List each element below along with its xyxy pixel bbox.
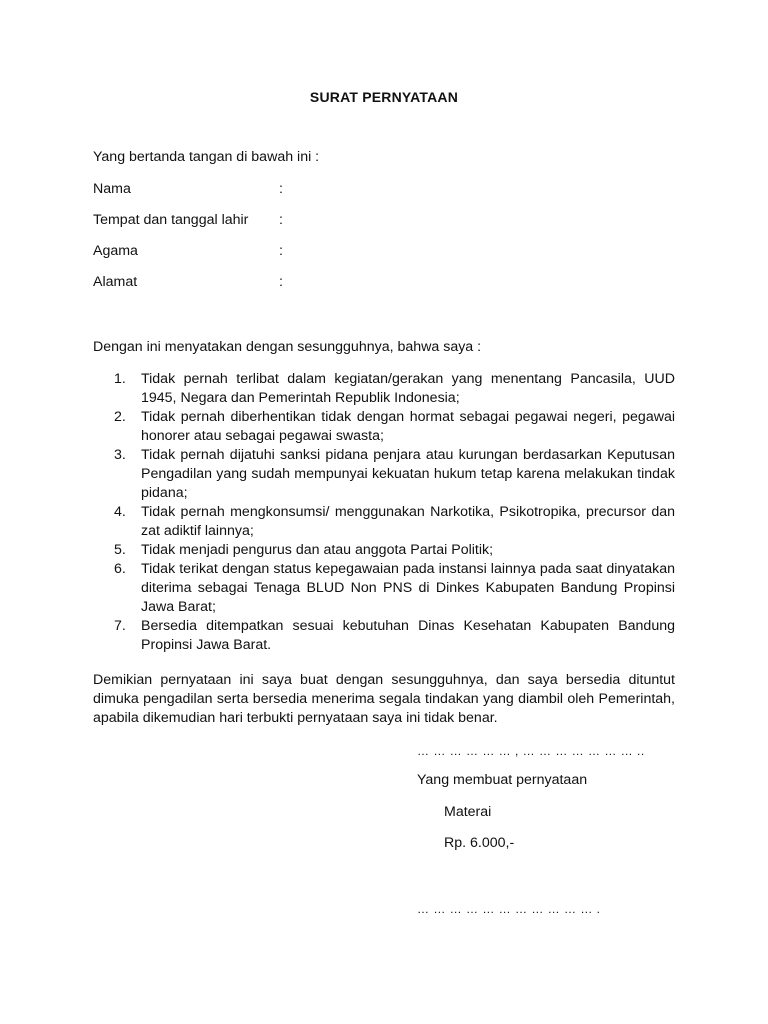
item-number: 6. xyxy=(114,561,126,577)
field-colon: : xyxy=(279,212,283,228)
declaration-list xyxy=(93,370,675,655)
signature-line: … … … … … … … … … … … . xyxy=(417,902,601,916)
document-title: SURAT PERNYATAAN xyxy=(309,89,459,105)
field-label: Alamat xyxy=(93,274,138,290)
item-text: Tidak pernah mengkonsumsi/ menggunakan Narkotika, Psikotropika, precursor dan zat adiktif lainnya; xyxy=(141,504,675,539)
item-text: Tidak pernah dijatuhi sanksi pidana penjara atau kurungan berdasarkan Keputusan Pengadilan yang sudah mempunyai kekuatan hukum tetap karena melakukan tindak pidana; xyxy=(141,447,675,501)
item-text: Bersedia ditempatkan sesuai kebutuhan Dinas Kesehatan Kabupaten Bandung Propinsi Jawa Barat. xyxy=(141,618,675,653)
item-number: 1. xyxy=(114,371,126,387)
field-alamat xyxy=(93,273,393,293)
item-text: Tidak pernah diberhentikan tidak dengan hormat sebagai pegawai negeri, pegawai honorer atau sebagai pegawai swasta; xyxy=(141,409,675,444)
field-colon: : xyxy=(279,243,283,259)
item-number: 4. xyxy=(114,504,126,520)
signer-label: Yang membuat pernyataan xyxy=(417,772,588,788)
field-colon: : xyxy=(279,274,283,290)
list-item xyxy=(93,541,675,560)
item-number: 5. xyxy=(114,542,126,558)
list-item xyxy=(93,503,675,541)
field-label: Tempat dan tanggal lahir xyxy=(93,212,249,228)
field-agama xyxy=(93,242,393,262)
stamp-label: Materai xyxy=(444,804,492,820)
list-item xyxy=(93,408,675,446)
item-number: 3. xyxy=(114,447,126,463)
closing-paragraph: Demikian pernyataan ini saya buat dengan sesungguhnya, dan saya bersedia dituntut dimuka pengadilan serta bersedia menerima segala tindakan yang diambil oleh Pemerintah, apabila dikemudian hari terbukti pernyataan saya ini tidak benar. xyxy=(93,672,675,726)
list-item xyxy=(93,446,675,503)
field-tempat-tanggal-lahir xyxy=(93,211,393,231)
field-label: Nama xyxy=(93,181,131,197)
intro-text: Yang bertanda tangan di bawah ini : xyxy=(93,149,320,165)
field-label: Agama xyxy=(93,243,138,259)
place-date-line: … … … … … … , … … … … … … … .. xyxy=(417,744,645,758)
item-text: Tidak pernah terlibat dalam kegiatan/gerakan yang menentang Pancasila, UUD 1945, Negara dan Pemerintah Republik Indonesia; xyxy=(141,371,675,406)
list-item xyxy=(93,617,675,655)
item-text: Tidak menjadi pengurus dan atau anggota Partai Politik; xyxy=(141,542,494,558)
stamp-value: Rp. 6.000,- xyxy=(444,835,515,851)
field-nama xyxy=(93,180,393,200)
item-number: 2. xyxy=(114,409,126,425)
item-number: 7. xyxy=(114,618,126,634)
field-colon: : xyxy=(279,181,283,197)
item-text: Tidak terikat dengan status kepegawaian pada instansi lainnya pada saat dinyatakan diterima sebagai Tenaga BLUD Non PNS di Dinkes Kabupaten Bandung Propinsi Jawa Barat; xyxy=(141,561,675,615)
list-item xyxy=(93,560,675,617)
declaration-intro: Dengan ini menyatakan dengan sesungguhnya, bahwa saya : xyxy=(93,339,482,355)
list-item xyxy=(93,370,675,408)
